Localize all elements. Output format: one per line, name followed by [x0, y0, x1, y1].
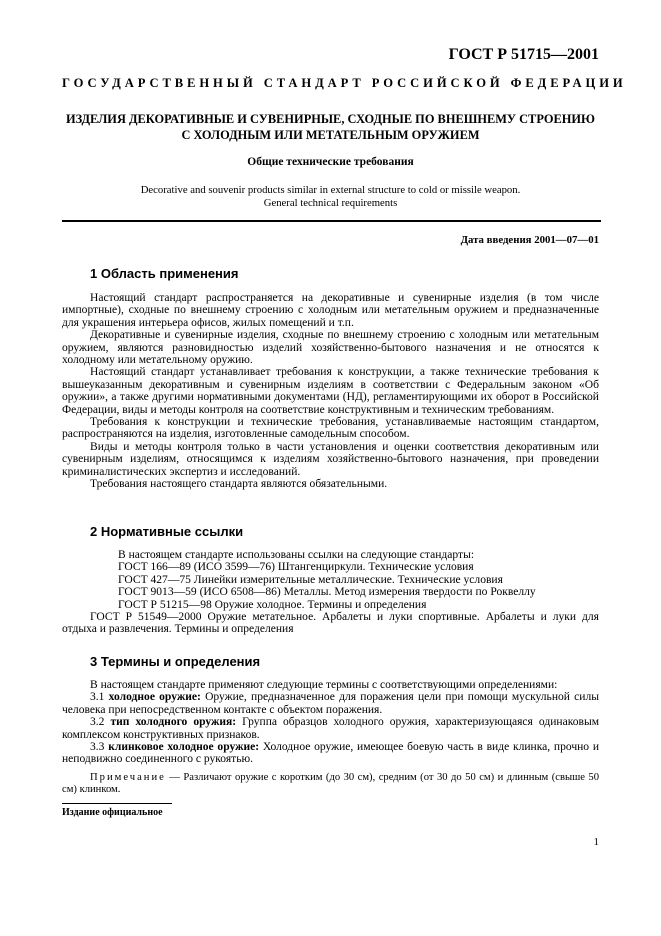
introduction-date: Дата введения 2001—07—01 [460, 234, 599, 246]
section-3-body [62, 679, 599, 797]
document-subtitle: Общие технические требования [247, 156, 414, 168]
reference-item: ГОСТ Р 51549—2000 Оружие метательное. Арбалеты и луки спортивные. Арбалеты и луки для отдыха и развлечения. Термины и определения [62, 611, 599, 636]
state-standard-banner: ГОСУДАРСТВЕННЫЙ СТАНДАРТ РОССИЙСКОЙ ФЕДЕРАЦИИ [62, 76, 627, 90]
section-2-body [62, 549, 599, 636]
paragraph: Требования настоящего стандарта являются обязательными. [90, 478, 388, 491]
term-name: тип холодного оружия: [110, 716, 237, 729]
paragraph: Виды и методы контроля только в части установления и оценки соответствия декоративным или сувенирным изделиям, относящимся к изделиям хозяйственно-бытового назначения, при проведении криминалистических экспертиз и исследований. [62, 440, 599, 478]
section-2-intro: В настоящем стандарте использованы ссылки на следующие стандарты: [118, 549, 475, 561]
section-3-intro: В настоящем стандарте применяют следующие термины с соответствующими определениями: [90, 679, 558, 691]
paragraph: Настоящий стандарт распространяется на декоративные и сувенирные изделия (в том числе импортные), сходные по внешнему строению с холодным или метательным оружием и предназначенные для украшения интерьера офисов, жилых помещений и т.п. [62, 292, 599, 329]
footer-divider [62, 803, 172, 804]
english-title-line-2: General technical requirements [263, 196, 398, 209]
title-line-2: С ХОЛОДНЫМ ИЛИ МЕТАТЕЛЬНЫМ ОРУЖИЕМ [181, 128, 480, 142]
header-divider [62, 220, 601, 222]
section-2-heading: 2 Нормативные ссылки [90, 524, 244, 539]
note-text: — Различают оружие с коротким (до 30 см), средним (от 30 до 50 см) и длинным (свыше 50 см) клинком. [62, 771, 599, 796]
term-number: 3.1 [90, 691, 105, 704]
english-title-line-1: Decorative and souvenir products similar in external structure to cold or missile weapon. [140, 184, 521, 196]
term-text: Холодное оружие, имеющее боевую часть в виде клинка, прочно и неподвижно соединенного с рукоятью. [62, 741, 599, 766]
paragraph: Настоящий стандарт устанавливает требования к конструкции, а также технические требования к вышеуказанным декоративным и сувенирным изделиям в соответствии с Федеральным законом «Об оружии», а также другими нормативными документами (НД), регламентирующими их оборот в Российской Федерации, виды и методы контроля на соответствие конструктивным и техническим требованиям. [62, 366, 599, 416]
reference-item: ГОСТ 427—75 Линейки измерительные металлические. Технические условия [118, 573, 503, 586]
page-number: 1 [593, 836, 599, 848]
note [62, 772, 599, 797]
section-1-body [62, 292, 599, 491]
term-text: Группа образцов холодного оружия, характеризующаяся одинаковым комплексом конструктивных признаков. [62, 716, 600, 741]
term-text: Оружие, предназначенное для поражения цели при помощи мускульной силы человека при непосредственном контакте с объектом поражения. [62, 691, 600, 716]
term-definition [62, 691, 599, 716]
title-line-1: ИЗДЕЛИЯ ДЕКОРАТИВНЫЕ И СУВЕНИРНЫЕ, СХОДНЫЕ ПО ВНЕШНЕМУ СТРОЕНИЮ [66, 112, 595, 126]
section-1-heading: 1 Область применения [90, 266, 239, 281]
document-title [62, 111, 599, 143]
term-number: 3.3 [90, 741, 105, 754]
paragraph: Декоративные и сувенирные изделия, сходные по внешнему строению с холодным или метательным оружием, являются разновидностью изделий хозяйственно-бытового назначения и не относятся к холодному или метательному оружию. [62, 329, 599, 367]
term-name: клинковое холодное оружие: [108, 741, 260, 754]
paragraph: Требования к конструкции и технические требования, устанавливаемые настоящим стандартом, распространяются на изделия, изготовленные самодельным способом. [62, 416, 599, 441]
edition-label: Издание официальное [62, 807, 163, 818]
term-definition [62, 716, 599, 741]
reference-item: ГОСТ Р 51215—98 Оружие холодное. Термины и определения [118, 598, 427, 611]
section-3-heading: 3 Термины и определения [90, 654, 261, 669]
term-definition [62, 741, 599, 766]
note-label: Примечание [90, 771, 166, 783]
reference-item: ГОСТ 166—89 (ИСО 3599—76) Штангенциркули. Технические условия [118, 561, 474, 574]
reference-item: ГОСТ 9013—59 (ИСО 6508—86) Металлы. Метод измерения твердости по Роквеллу [118, 586, 536, 599]
term-number: 3.2 [90, 716, 105, 729]
term-name: холодное оружие: [108, 691, 201, 704]
english-title [62, 184, 599, 209]
document-code: ГОСТ Р 51715—2001 [448, 46, 599, 63]
